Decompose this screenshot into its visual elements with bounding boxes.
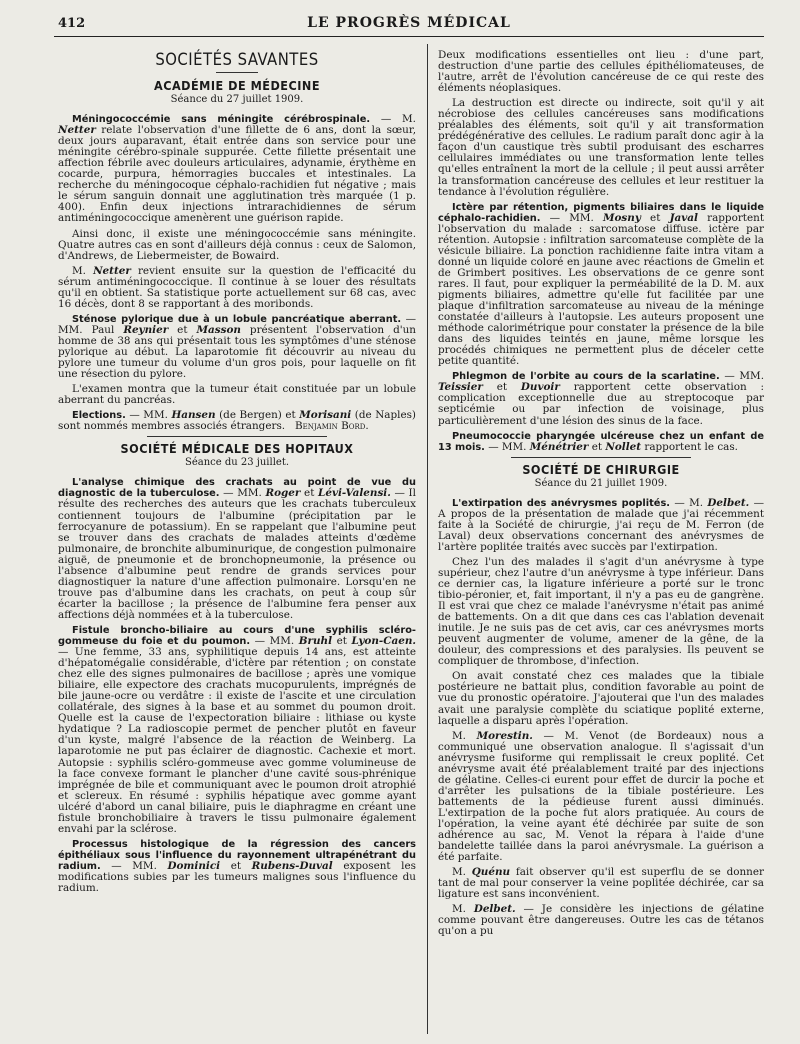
section-title-societes: SOCIÉTÉS SAVANTES [155, 50, 319, 69]
article-stenose-pylorique: Sténose pylorique due à un lobule pancréatique aberrant. — MM. Paul Reynier et Masson présentent l'observation d'un homme de 38 ans qui présentait tous les symptômes d'une sténose pylorique au début. La laparotomie fit découvrir au niveau du pylore une tumeur du volume d'un gros pois, pour laquelle on fit une résection du pylore. [58, 312, 417, 381]
article-pneumococcie: Pneumococcie pharyngée ulcéreuse chez un enfant de 13 mois. — MM. Ménétrier et Nollet rapportent le cas. [438, 430, 764, 453]
paragraph: L'examen montra que la tumeur était constituée par un lobule aberrant du pancréas. [58, 383, 416, 407]
paragraph: M. Quénu fait observer qu'il est superflu de se donner tant de mal pour conserver la veine poplitée déchirée, car sa ligature est sans inconvénient. [438, 866, 764, 901]
section-rule [511, 457, 691, 458]
paragraph: M. Morestin. — M. Venot (de Bordeaux) nous a communiqué une observation analogue. Il s'agissait d'un anévrysme fusiforme qui remplissait le creux poplité. Cet anévrysme avait été préalablement traité par des injections de gélatine. Celles-ci eurent pour effet de durcir la poche et d'arrêter les pulsations de la tibiale postérieure. Les battements de la pédieuse furent aussi diminués. L'extirpation de la poche fut alors pratiquée. Au cours de l'opération, la veine ayant été déchirée par suite de son adhérence au sac, M. Venot la répara à l'aide d'une bandelette taillée dans la paroi anévrysmale. La guérison a été parfaite. [438, 729, 764, 864]
article-phlegmon: Phlegmon de l'orbite au cours de la scarlatine. — MM. Teissier et Duvoir rapportent cette observation : complication exceptionnelle due au streptocoque par septicémie ou par infection de voisinage, plus particulièrement d'une lésion des sinus de la face. [438, 370, 764, 427]
hopitaux-title: SOCIÉTÉ MÉDICALE DES HOPITAUX [120, 441, 354, 457]
academie-seance: Séance du 27 juillet 1909. [170, 94, 304, 105]
article-elections: Elections. — MM. Hansen (de Bergen) et Morisani (de Naples) sont nommés membres associés étrangers. Benjamin Bord. [58, 409, 416, 433]
paragraph: Ainsi donc, il existe une méningococcémie sans méningite. Quatre autres cas en sont d'ailleurs déjà connus : ceux de Salomon, d'Andrews, de Liebermeister, de Bowaird. [58, 227, 416, 262]
paragraph: La destruction est directe ou indirecte, soit qu'il y ait nécrobiose des cellules cancéreuses sans modifications préalables des éléments, soit qu'il y ait transformation prédégénérative des cellules. Le radium paraît donc agir à la façon d'un caustique très subtil produisant des escharres cellulaires immédiates ou une transformation lente telles qu'elles entraînent la mort de la cellule ; il peut aussi arrêter la transformation cancéreuse des cellules et leur restituer la tendance à l'évolution régulière. [438, 97, 764, 198]
title-rule [216, 72, 258, 73]
hopitaux-seance: Séance du 23 juillet. [184, 457, 290, 469]
paragraph: On avait constaté chez ces malades que la tibiale postérieure ne battait plus, condition favorable au point de vue du pronostic opératoire. J'ajouterai que l'un des malades avait une paralysie complète du sciatique poplité externe, laquelle a disparu après l'opération. [438, 670, 764, 727]
academie-title: ACADÉMIE DE MÉDECINE [153, 78, 321, 93]
article-radium: Processus histologique de la régression des cancers épithéliaux sous l'influence du rayonnement ultrapénétrant du radium. — MM. Dominici et Rubens-Duval exposent les modifications subies par les tumeurs malignes sous l'influence du radium. [58, 838, 416, 895]
paragraph: M. Netter revient ensuite sur la question de l'efficacité du sérum antiméningococcique. Il continue à se louer des résultats qu'il en obtient. Sa statistique porte actuellement sur 68 cas, avec 16 décès, dont 8 se rapportant à des moribonds. [58, 264, 417, 310]
page-header [54, 14, 764, 37]
article-ictere: Ictère par rétention, pigments biliaires dans le liquide céphalo-rachidien. — MM. Mosny et Javal rapportent l'observation du malade : sarcomatose diffuse. ictère par rétention. Autopsie : infiltration sarcomateuse complète de la vésicule biliaire. La ponction rachidienne faite intra vitam a donné un liquide coloré en jaune avec réactions de Gmelin et de Grimbert positives. Les observations de ce genre sont rares. Il faut, pour expliquer la perméabilité de la D. M. aux pigments biliaires, admettre qu'elle fut facilitée par une plaque d'infiltration sarcomateuse au niveau de la méninge constatée d'ailleurs à l'autopsie. Les auteurs proposent une méthode calorimétrique pour constater la présence de la bile dans des liquides teintés en jaune, même lorsque les procédés chimiques ne permettent plus de déceler cette petite quantité. [438, 201, 764, 368]
journal-title: LE PROGRÈS MÉDICAL [307, 15, 511, 31]
article-anevrysmes: L'extirpation des anévrysmes poplités. — M. Delbet. — A propos de la présentation de malade que j'ai récemment faite à la Société de chirurgie, j'ai reçu de M. Ferron (de Laval) deux observations concernant des anévrysmes de l'artère poplitée traités avec succès par l'extirpation. [438, 496, 764, 553]
section-rule [147, 436, 327, 437]
right-column [438, 50, 764, 941]
page-number: 412 [58, 16, 86, 31]
chirurgie-title: SOCIÉTÉ DE CHIRURGIE [522, 461, 680, 477]
article-fistule: Fistule broncho-biliaire au cours d'une syphilis scléro-gommeuse du foie et du poumon. — MM. Bruhl et Lyon-Caen. — Une femme, 33 ans, syphilitique depuis 14 ans, est atteinte d'hépatomégalie considérable, d'ictère par rétention ; on constate chez elle des signes pulmonaires de bacillose ; après une vomique biliaire, elle expectore des crachats mucopurulents, imprégnés de bile jaune-ocre ou verdâtre : il existe de l'ascite et une circulation collatérale, des signes à la base et au sommet du poumon droit. Quelle est la cause de l'expectoration biliaire : lithiase ou kyste hydatique ? La radioscopie permet de pencher plutôt en faveur d'un kyste, malgré l'absence de la réaction de Weinberg. La laparotomie ne put pas éclairer de diagnostic. Cachexie et mort. Autopsie : syphilis scléro-gommeuse avec gomme volumineuse de la face convexe formant le plancher d'une cavité sous-phrénique imprégnée de bile et communiquant avec le poumon droit atrophié et sclereux. En résumé : syphilis hépatique avec gomme ayant ulcéré d'abord un canal biliaire, puis le diaphragme en créant une fistule bronchobiliaire à travers le tissu pulmonaire également envahi par la sclérose. [58, 624, 416, 835]
paragraph: M. Delbet. — Je considère les injections de gélatine comme pouvant être dangereuses. Outre les cas de tétanos qu'on a pu [438, 903, 764, 938]
paragraph: Chez l'un des malades il s'agit d'un anévrysme à type supérieur, chez l'autre d'un anévrysme à type inférieur. Dans ce dernier cas, la ligature inférieure a porté sur le tronc tibio-péronier, et, fait important, il n'y a pas eu de gangrène. Il est vrai que chez ce malade l'anévrysme n'était pas animé de battements. On a dit que dans ces cas l'ablation devenait inutile. Je ne suis pas de cet avis, car ces anévrysmes morts peuvent augmenter de volume, amener de la gêne, de la douleur, des compressions et des paralysies. Ils peuvent se compliquer de thrombose, d'infection. [438, 555, 764, 668]
signature: Benjamin Bord. [295, 420, 369, 433]
paragraph: Deux modifications essentielles ont lieu : d'une part, destruction d'une partie des cellules épithéliomateuses, de l'autre, arrêt de l'évolution cancéreuse de ce qui reste des éléments néoplasiques. [438, 49, 764, 95]
chirurgie-seance: Séance du 21 juillet 1909. [534, 477, 668, 489]
column-divider [427, 44, 428, 1034]
left-column [58, 50, 416, 898]
article-crachats: L'analyse chimique des crachats au point de vue du diagnostic de la tuberculose. — MM. Roger et Lévi-Valensi. — Il résulte des recherches des auteurs que les crachats tuberculeux contiennent toujours de l'albumine (précipitation par le ferrocyanure de potassium). En se rappelant que l'albumine peut se trouver dans des crachats de malades atteints d'œdème pulmonaire, de bronchite albuminurique, de congestion pulmonaire aiguë, de pneumonie et de bronchopneumonie, la présence ou l'absence d'albumine peut rendre de grands services pour diagnostiquer la nature d'une affection pulmonaire. Lorsqu'en ne trouve pas d'albumine dans les crachats, on peut à coup sûr écarter la bacillose ; la présence de l'albumine fera penser aux affections déjà nommées et à la tuberculose. [58, 477, 416, 621]
article-meningococcemie: Méningococcémie sans méningite cérébrospinale. — M. Netter relate l'observation d'une fillette de 6 ans, dont la sœur, deux jours auparavant, était entrée dans son service pour une méningite cérébro-spinale suppurée. Cette fillette présentait une affection fébrile avec douleurs articulaires, adynamie, érythème en cocarde, purpura, hémorragies buccales et intestinales. La recherche du méningocoque céphalo-rachidien fut négative ; mais le sérum sanguin donnait une agglutination très marquée (1 p. 400). Enfin deux injections intrarachidiennes de sérum antiméningococcique amenèrent une guérison rapide. [58, 113, 416, 225]
